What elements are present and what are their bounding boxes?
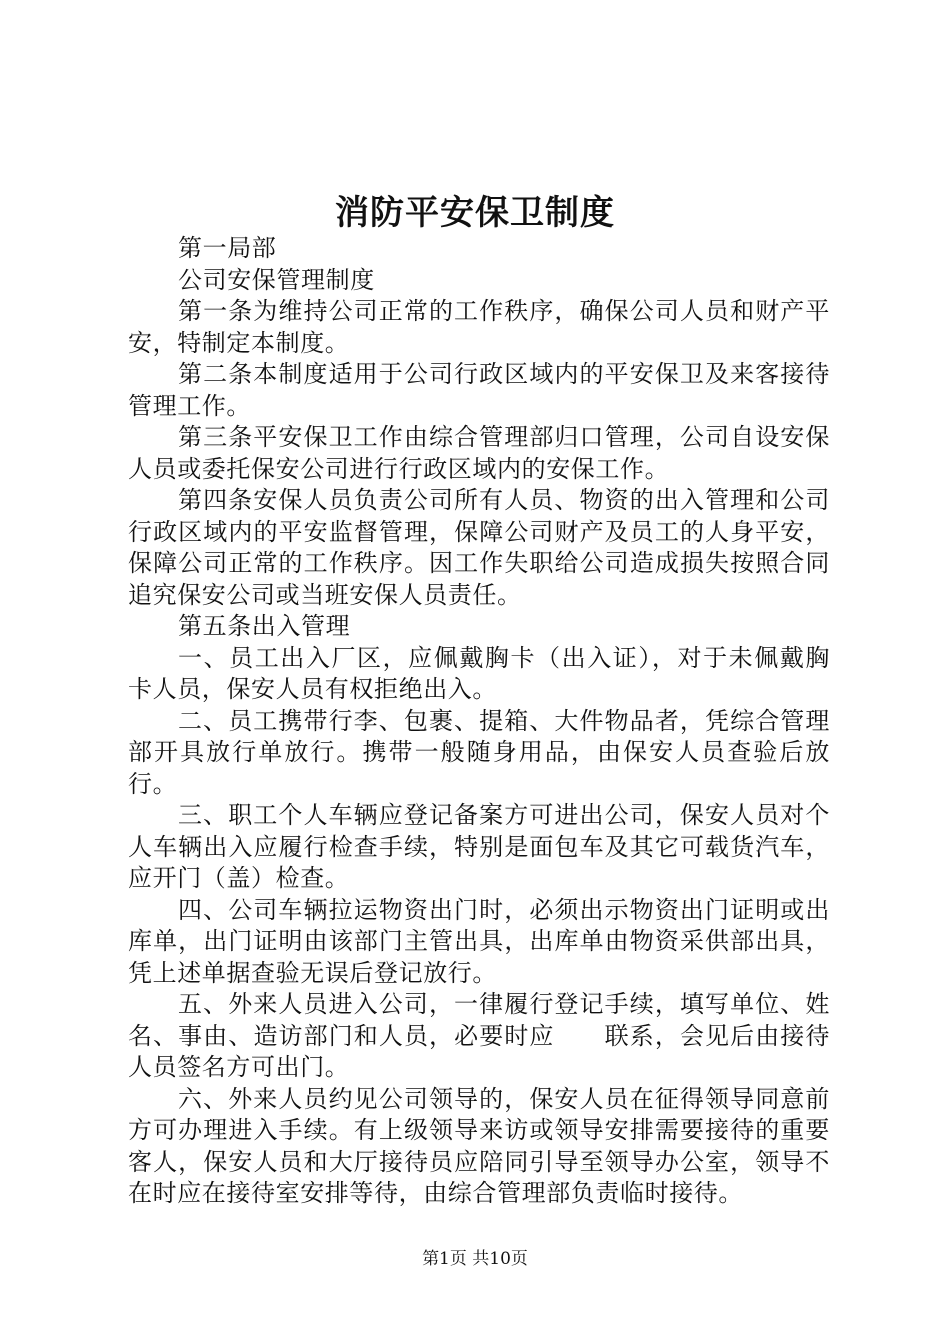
paragraph-part-heading: 第一局部 [178,234,277,262]
paragraph-article-4: 第四条安保人员负责公司所有人员、物资的出入管理和公司行政区域内的平安监督管理，保障公司财产及员工的人身平安，保障公司正常的工作秩序。因工作失职给公司造成损失按照合同追究保安公司或当班安保人员责任。 [128,486,830,609]
paragraph-item-5: 五、外来人员进入公司，一律履行登记手续，填写单位、姓名、事由、造访部门和人员，必要时应 联系，会见后由接待人员签名方可出门。 [128,990,830,1081]
paragraph-section-heading: 公司安保管理制度 [178,265,375,294]
paragraph-item-3: 三、职工个人车辆应登记备案方可进出公司，保安人员对个人车辆出入应履行检查手续，特别是面包车及其它可载货汽车，应开门（盖）检查。 [128,801,830,892]
paragraph-article-5: 第五条出入管理 [178,612,351,640]
document-title: 消防平安保卫制度 [335,193,615,233]
paragraph-item-6: 六、外来人员约见公司领导的，保安人员在征得领导同意前方可办理进入手续。有上级领导来访或领导安排需要接待的重要客人，保安人员和大厅接待员应陪同引导至领导办公室，领导不在时应在接待室安排等待，由综合管理部负责临时接待。 [128,1084,830,1207]
page-number-footer: 第1页 共10页 [422,1249,528,1269]
paragraph-item-2: 二、员工携带行李、包裹、提箱、大件物品者，凭综合管理部开具放行单放行。携带一般随身用品，由保安人员查验后放行。 [128,706,830,798]
document-body [128,233,830,1210]
paragraph-item-1: 一、员工出入厂区，应佩戴胸卡（出入证），对于未佩戴胸卡人员，保安人员有权拒绝出入。 [128,643,830,703]
paragraph-article-3: 第三条平安保卫工作由综合管理部归口管理，公司自设安保人员或委托保安公司进行行政区域内的安保工作。 [128,423,830,483]
paragraph-item-4: 四、公司车辆拉运物资出门时，必须出示物资出门证明或出库单，出门证明由该部门主管出具，出库单由物资采供部出具，凭上述单据查验无误后登记放行。 [128,895,830,987]
paragraph-article-1: 第一条为维持公司正常的工作秩序，确保公司人员和财产平安，特制定本制度。 [128,297,830,357]
paragraph-article-2: 第二条本制度适用于公司行政区域内的平安保卫及来客接待管理工作。 [128,360,830,420]
